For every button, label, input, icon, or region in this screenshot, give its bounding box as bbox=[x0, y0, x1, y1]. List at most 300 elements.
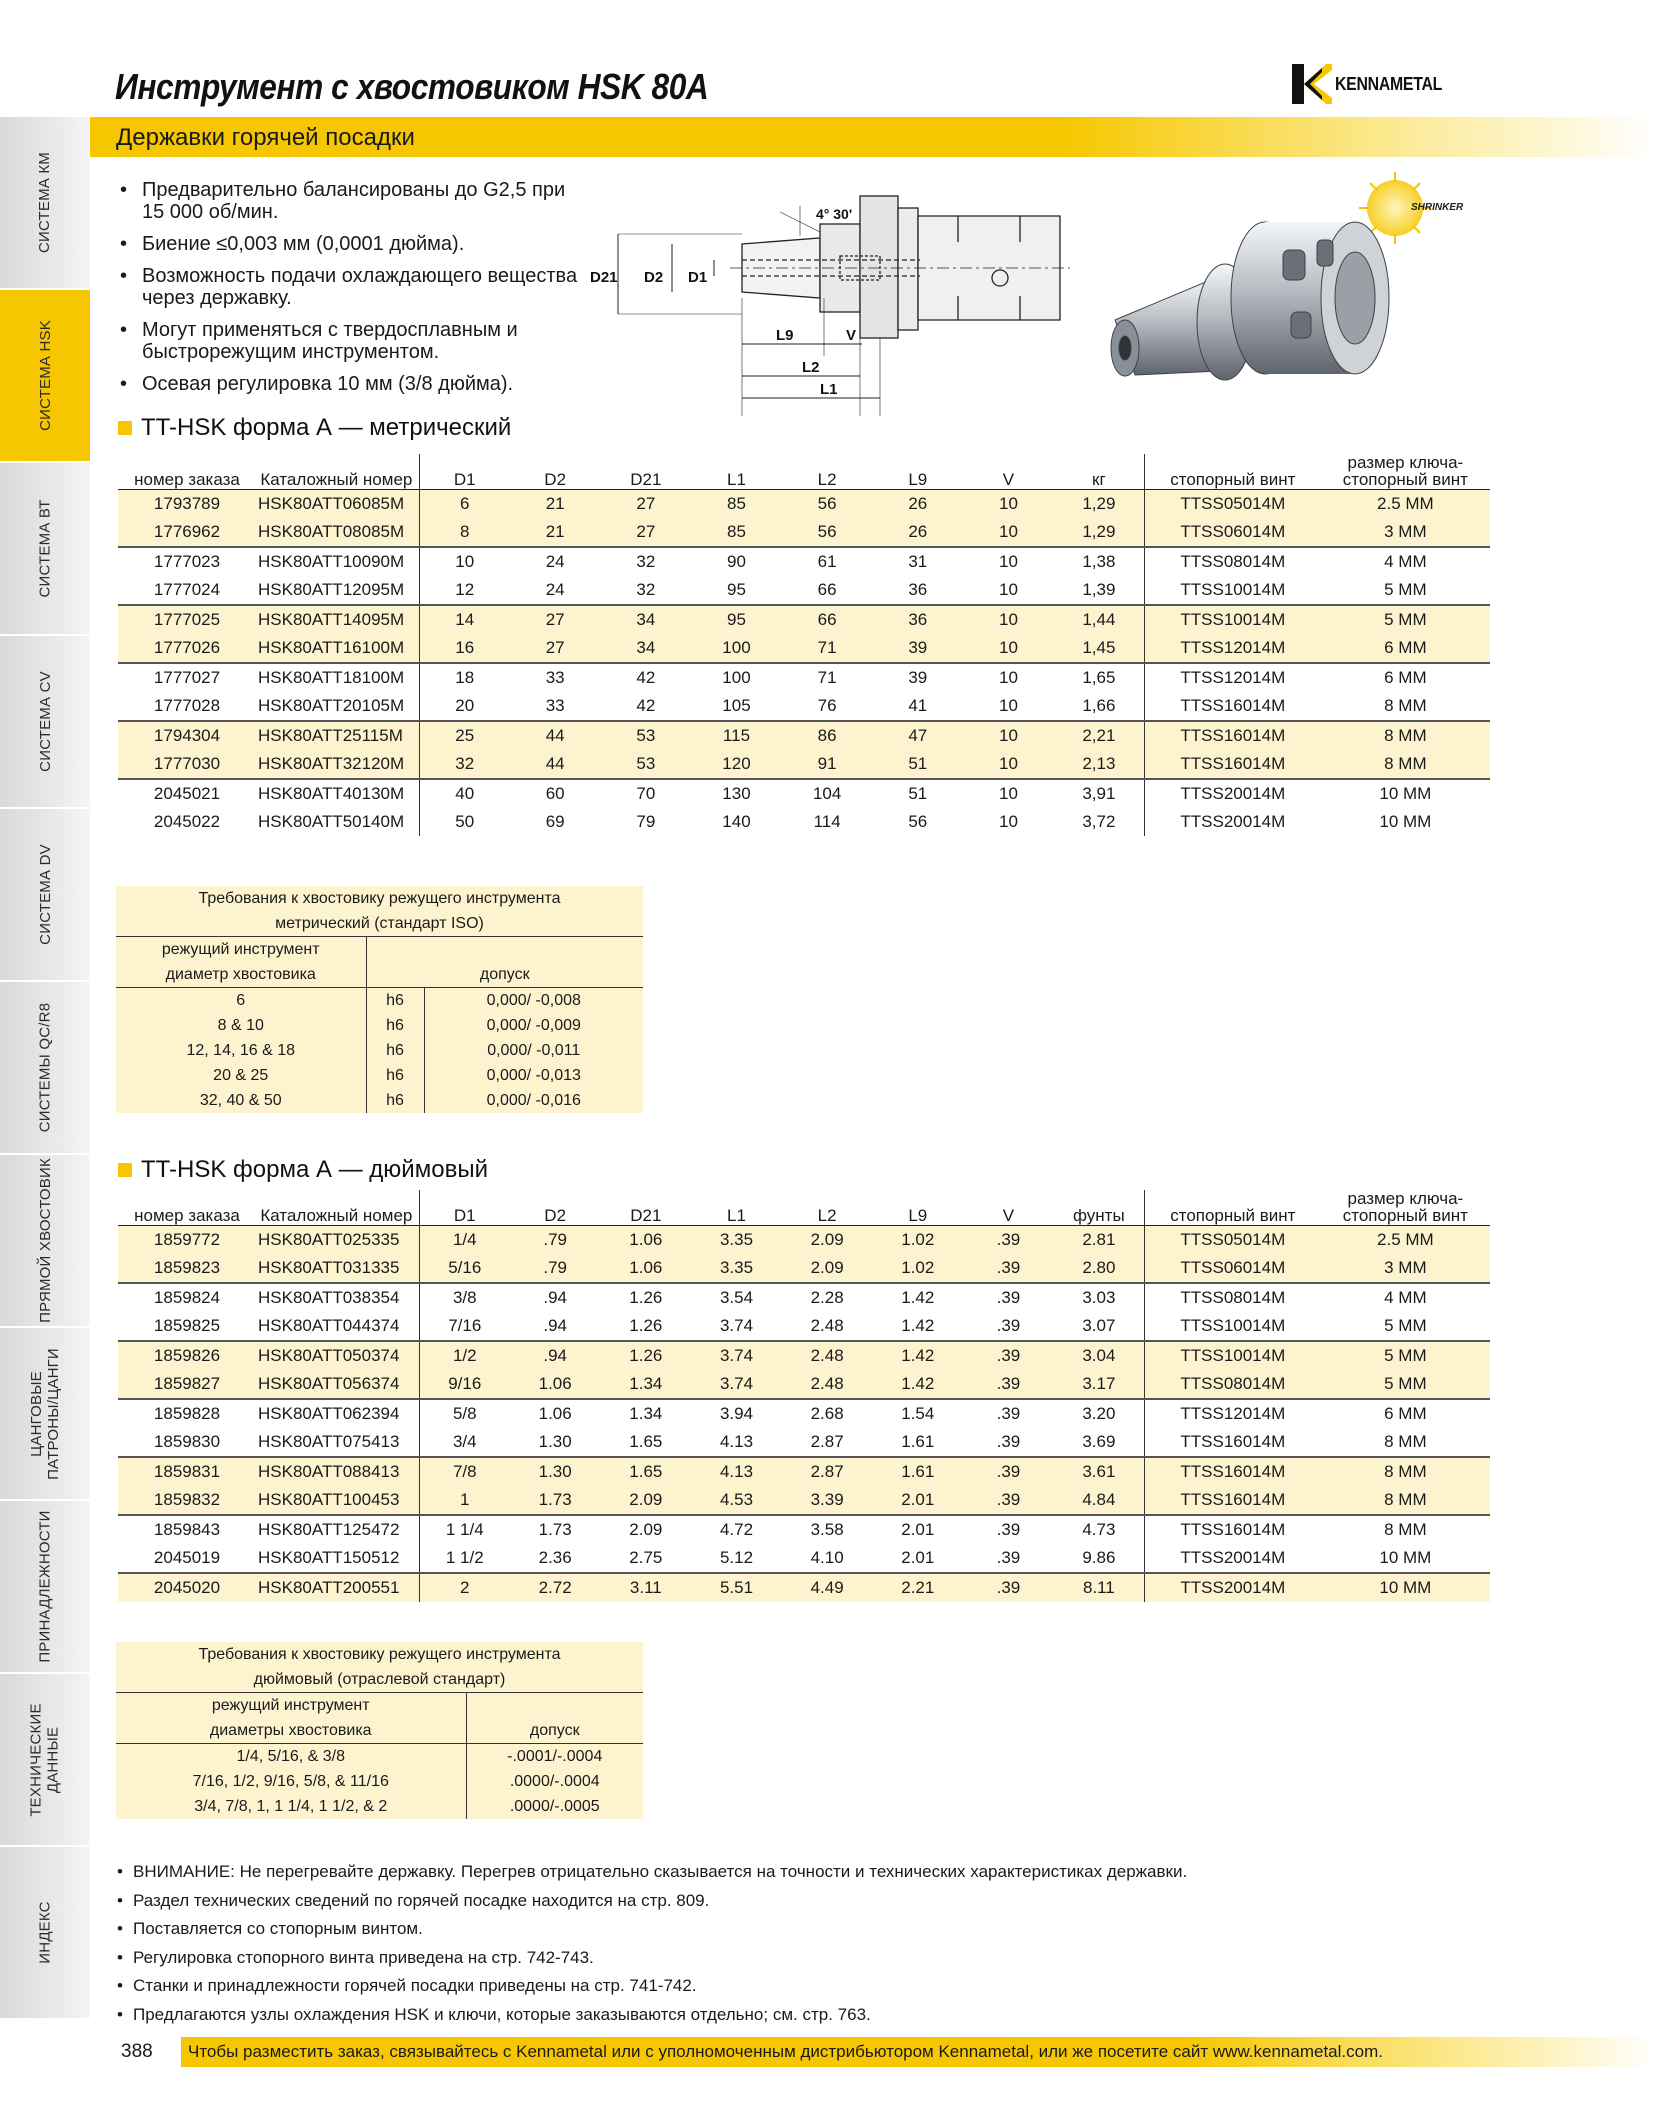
table-cell: HSK80ATT050374 bbox=[256, 1341, 419, 1370]
table-cell: 1.42 bbox=[872, 1283, 963, 1312]
table-cell: 1,38 bbox=[1054, 547, 1145, 576]
table-cell: 1777024 bbox=[153, 580, 221, 599]
req-col2: допуск bbox=[466, 1718, 643, 1744]
sidebar-tab[interactable] bbox=[0, 1501, 90, 1672]
table-cell: 5 MM bbox=[1321, 1341, 1490, 1370]
req-title-1: Требования к хвостовику режущего инструмента bbox=[198, 1646, 561, 1663]
table-cell: 1.42 bbox=[901, 1316, 935, 1335]
table-cell: 1.06 bbox=[601, 1254, 692, 1283]
table-cell: 1,29 bbox=[1054, 518, 1145, 547]
table-cell: 2.09 bbox=[782, 1254, 873, 1283]
table-cell: 1859772 bbox=[118, 1226, 256, 1255]
table-cell: 90 bbox=[691, 547, 782, 576]
table-cell: TTSS12014M bbox=[1144, 1399, 1320, 1428]
table-cell: HSK80ATT062394 bbox=[256, 1399, 419, 1428]
table-cell: 1.26 bbox=[601, 1341, 692, 1370]
feature-item: • Возможность подачи охлаждающего вещества через державку. bbox=[118, 265, 588, 309]
table-cell: HSK80ATT025335 bbox=[256, 1226, 419, 1255]
req-row bbox=[116, 1038, 643, 1063]
table-cell: 1.34 bbox=[601, 1399, 692, 1428]
feature-item: • Могут применяться с твердосплавным и быстрорежущим инструментом. bbox=[118, 319, 588, 363]
table-cell: 1776962 bbox=[118, 518, 256, 547]
table-cell: .94 bbox=[510, 1341, 601, 1370]
table-cell: 44 bbox=[510, 750, 601, 779]
req-col1-b: диаметр хвостовика bbox=[116, 962, 366, 988]
table-cell: 85 bbox=[691, 518, 782, 547]
table-cell: HSK80ATT031335 bbox=[256, 1254, 419, 1283]
metric-section-title bbox=[118, 414, 511, 442]
table-cell: 3,72 bbox=[1082, 812, 1116, 831]
table-row bbox=[118, 1370, 1490, 1399]
table-row bbox=[118, 1486, 1490, 1515]
metric-shank-requirements bbox=[116, 886, 643, 1113]
table-cell: TTSS06014M bbox=[1144, 1254, 1320, 1283]
table-cell: .39 bbox=[996, 1316, 1021, 1335]
table-cell: 79 bbox=[636, 812, 656, 831]
table-cell: 2.09 bbox=[601, 1515, 692, 1544]
table-cell: 3.20 bbox=[1054, 1399, 1145, 1428]
table-cell: 4.53 bbox=[691, 1486, 782, 1515]
table-cell: 1859825 bbox=[153, 1316, 221, 1335]
table-cell: 39 bbox=[872, 663, 963, 692]
req-cell: 0,000/ -0,013 bbox=[424, 1063, 643, 1088]
table-cell: 71 bbox=[782, 634, 873, 663]
table-cell: TTSS08014M bbox=[1144, 1283, 1320, 1312]
table-cell: 1777027 bbox=[118, 663, 256, 692]
sidebar-tab[interactable] bbox=[0, 636, 90, 807]
table-row bbox=[118, 779, 1490, 808]
req-title-2: метрический (стандарт ISO) bbox=[116, 911, 643, 937]
table-cell: 32 bbox=[636, 580, 656, 599]
column-header: Каталожный номер bbox=[256, 454, 419, 490]
req-cell: 3/4, 7/8, 1, 1 1/4, 1 1/2, & 2 bbox=[194, 1798, 388, 1815]
table-cell: TTSS05014M bbox=[1144, 1226, 1320, 1255]
table-cell: 2045021 bbox=[118, 779, 256, 808]
table-cell: 26 bbox=[872, 518, 963, 547]
table-cell: TTSS10014M bbox=[1144, 1341, 1320, 1370]
table-cell: 1.73 bbox=[510, 1515, 601, 1544]
table-cell: 10 bbox=[963, 663, 1054, 692]
table-cell: 1859830 bbox=[153, 1432, 221, 1451]
table-cell: 85 bbox=[691, 490, 782, 519]
sidebar-tab[interactable] bbox=[0, 290, 90, 461]
table-cell: 104 bbox=[782, 779, 873, 808]
table-cell: 70 bbox=[601, 779, 692, 808]
table-cell: 2.75 bbox=[629, 1548, 663, 1567]
table-cell: 36 bbox=[908, 580, 928, 599]
table-cell: HSK80ATT32120M bbox=[256, 750, 419, 779]
label-v: V bbox=[846, 327, 857, 344]
table-cell: .39 bbox=[963, 1226, 1054, 1255]
table-cell: 56 bbox=[782, 490, 873, 519]
table-cell: 60 bbox=[510, 779, 601, 808]
table-cell: 3 MM bbox=[1321, 518, 1490, 547]
table-cell: 2.09 bbox=[782, 1226, 873, 1255]
table-cell: .39 bbox=[963, 1573, 1054, 1602]
table-cell: 105 bbox=[722, 696, 751, 715]
req-cell: 8 & 10 bbox=[217, 1017, 264, 1034]
table-cell: 47 bbox=[872, 721, 963, 750]
table-cell: 3.17 bbox=[1054, 1370, 1145, 1399]
table-cell: HSK80ATT20105M bbox=[258, 696, 405, 715]
column-header: Каталожный номер bbox=[256, 1190, 419, 1226]
table-cell: 1.06 bbox=[510, 1399, 601, 1428]
logo-text: KENNAMETAL bbox=[1335, 73, 1443, 94]
table-cell: TTSS16014M bbox=[1144, 721, 1320, 750]
table-cell: 18 bbox=[419, 663, 510, 692]
table-cell: 4.72 bbox=[691, 1515, 782, 1544]
table-cell: 2.48 bbox=[782, 1370, 873, 1399]
tool-holder-photo bbox=[1095, 170, 1515, 400]
table-row bbox=[118, 1457, 1490, 1486]
table-cell: 26 bbox=[872, 490, 963, 519]
table-cell: 3/8 bbox=[419, 1283, 510, 1312]
table-row bbox=[118, 547, 1490, 576]
req-cell: 0,000/ -0,011 bbox=[424, 1038, 643, 1063]
table-cell: 1859827 bbox=[118, 1370, 256, 1399]
table-cell: 95 bbox=[691, 605, 782, 634]
table-cell: 1859831 bbox=[118, 1457, 256, 1486]
table-cell: 66 bbox=[817, 580, 837, 599]
sidebar-tab[interactable] bbox=[0, 1674, 90, 1845]
req-cell: .0000/-.0004 bbox=[466, 1769, 643, 1794]
sidebar-tab-label: СИСТЕМА DV bbox=[36, 844, 54, 945]
table-cell: HSK80ATT125472 bbox=[256, 1515, 419, 1544]
table-cell: 6 MM bbox=[1321, 634, 1490, 663]
table-cell: 10 MM bbox=[1321, 1573, 1490, 1602]
table-cell: TTSS10014M bbox=[1144, 605, 1320, 634]
table-cell: 86 bbox=[782, 721, 873, 750]
table-cell: TTSS20014M bbox=[1144, 779, 1320, 808]
column-header: V bbox=[963, 1190, 1054, 1226]
label-l9: L9 bbox=[776, 327, 794, 344]
column-header: L9 bbox=[872, 454, 963, 490]
page-title: Инструмент с хвостовиком HSK 80A bbox=[115, 66, 709, 107]
table-cell: 1.34 bbox=[601, 1370, 692, 1399]
table-cell: HSK80ATT25115M bbox=[256, 721, 419, 750]
table-cell: 34 bbox=[601, 605, 692, 634]
note-item: • Поставляется со стопорным винтом. bbox=[116, 1915, 1187, 1944]
table-cell: 2.87 bbox=[810, 1432, 844, 1451]
table-cell: 8 MM bbox=[1384, 1432, 1427, 1451]
table-cell: 3.07 bbox=[1082, 1316, 1116, 1335]
table-row bbox=[118, 1515, 1490, 1544]
column-header: D2 bbox=[510, 1190, 601, 1226]
table-cell: TTSS10014M bbox=[1144, 576, 1320, 605]
table-cell: HSK80ATT40130M bbox=[256, 779, 419, 808]
table-cell: 2.09 bbox=[601, 1486, 692, 1515]
table-cell: 10 bbox=[963, 605, 1054, 634]
table-cell: 5 MM bbox=[1384, 580, 1427, 599]
table-cell: .39 bbox=[963, 1254, 1054, 1283]
table-cell: 1/2 bbox=[419, 1341, 510, 1370]
table-cell: HSK80ATT150512 bbox=[258, 1548, 400, 1567]
table-cell: 1.42 bbox=[872, 1370, 963, 1399]
table-cell: 39 bbox=[872, 634, 963, 663]
table-row bbox=[118, 1341, 1490, 1370]
req-row bbox=[116, 988, 643, 1014]
table-cell: 31 bbox=[872, 547, 963, 576]
shrinker-text: SHRINKER bbox=[1411, 202, 1464, 213]
table-cell: .39 bbox=[963, 1457, 1054, 1486]
table-cell: 1859823 bbox=[118, 1254, 256, 1283]
table-cell: 27 bbox=[510, 605, 601, 634]
table-cell: .39 bbox=[963, 1283, 1054, 1312]
table-cell: 1777030 bbox=[118, 750, 256, 779]
table-cell: 2045022 bbox=[153, 812, 221, 831]
table-cell: TTSS20014M bbox=[1144, 1544, 1320, 1573]
table-cell: 5.12 bbox=[719, 1548, 754, 1567]
table-row bbox=[118, 576, 1490, 605]
table-cell: 2.01 bbox=[872, 1515, 963, 1544]
req-col1-a: режущий инструмент bbox=[161, 941, 320, 958]
table-cell: 3.04 bbox=[1054, 1341, 1145, 1370]
column-header: стопорный винт bbox=[1144, 454, 1320, 490]
table-cell: 1859828 bbox=[118, 1399, 256, 1428]
table-cell: 2.81 bbox=[1054, 1226, 1145, 1255]
req-cell: h6 bbox=[366, 988, 424, 1014]
table-cell: 1777025 bbox=[118, 605, 256, 634]
table-cell: 3.61 bbox=[1054, 1457, 1145, 1486]
inch-table bbox=[118, 1190, 1490, 1602]
table-cell: 100 bbox=[691, 634, 782, 663]
table-cell: TTSS20014M bbox=[1144, 1573, 1320, 1602]
table-cell: TTSS16014M bbox=[1144, 1515, 1320, 1544]
kennametal-logo bbox=[1292, 64, 1457, 104]
table-cell: 20 bbox=[419, 692, 510, 721]
table-cell: 4 MM bbox=[1321, 547, 1490, 576]
label-d2: D2 bbox=[644, 269, 664, 286]
table-cell: 27 bbox=[601, 490, 692, 519]
tool-holder-drawing bbox=[590, 186, 1080, 421]
label-l1: L1 bbox=[820, 381, 838, 398]
req-cell: 12, 14, 16 & 18 bbox=[186, 1042, 296, 1059]
table-cell: 91 bbox=[782, 750, 873, 779]
table-cell: 71 bbox=[782, 663, 873, 692]
sidebar-tab[interactable] bbox=[0, 463, 90, 634]
table-cell: 1.73 bbox=[510, 1486, 601, 1515]
table-cell: .79 bbox=[510, 1254, 601, 1283]
table-cell: 9/16 bbox=[419, 1370, 510, 1399]
table-cell: 2045019 bbox=[153, 1548, 221, 1567]
table-row bbox=[118, 1428, 1490, 1457]
table-cell: 5 MM bbox=[1321, 1370, 1490, 1399]
table-cell: HSK80ATT12095M bbox=[258, 580, 405, 599]
table-cell: 3.74 bbox=[691, 1370, 782, 1399]
label-l2: L2 bbox=[802, 359, 820, 376]
column-header: V bbox=[963, 454, 1054, 490]
table-cell: 9.86 bbox=[1082, 1548, 1116, 1567]
table-cell: 1.02 bbox=[872, 1226, 963, 1255]
table-cell: 1794304 bbox=[118, 721, 256, 750]
table-cell: TTSS08014M bbox=[1144, 1370, 1320, 1399]
req-row bbox=[116, 1769, 643, 1794]
inch-section-title bbox=[118, 1156, 488, 1184]
column-header: размер ключа-стопорный винт bbox=[1321, 1190, 1490, 1226]
inch-title-text: TT-HSK форма А — дюймовый bbox=[141, 1156, 488, 1183]
table-cell: 5/8 bbox=[419, 1399, 510, 1428]
req-cell: 6 bbox=[236, 992, 246, 1009]
shrinker-badge-icon bbox=[1359, 172, 1464, 244]
sidebar-tab[interactable] bbox=[0, 117, 90, 288]
table-cell: 25 bbox=[419, 721, 510, 750]
table-cell: 32 bbox=[601, 547, 692, 576]
table-cell: 5.51 bbox=[691, 1573, 782, 1602]
table-cell: 32 bbox=[419, 750, 510, 779]
req-cell: -.0001/-.0004 bbox=[466, 1744, 643, 1770]
metric-title-text: TT-HSK форма А — метрический bbox=[141, 414, 512, 441]
table-cell: HSK80ATT200551 bbox=[256, 1573, 419, 1602]
table-row bbox=[118, 1399, 1490, 1428]
sidebar-tab[interactable] bbox=[0, 982, 90, 1153]
table-cell: 2 bbox=[419, 1573, 510, 1602]
req-cell: 32, 40 & 50 bbox=[199, 1092, 282, 1109]
table-cell: 10 bbox=[419, 547, 510, 576]
table-cell: 2.68 bbox=[782, 1399, 873, 1428]
table-cell: 4.84 bbox=[1054, 1486, 1145, 1515]
table-cell: 6 MM bbox=[1321, 663, 1490, 692]
table-cell: 5 MM bbox=[1384, 1316, 1427, 1335]
table-cell: 1.42 bbox=[872, 1341, 963, 1370]
table-cell: 120 bbox=[691, 750, 782, 779]
table-cell: 2.87 bbox=[782, 1457, 873, 1486]
column-header: L9 bbox=[872, 1190, 963, 1226]
sidebar-tab-label: ИНДЕКС bbox=[36, 1901, 54, 1964]
table-cell: 1,66 bbox=[1082, 696, 1116, 715]
table-cell: 10 bbox=[963, 547, 1054, 576]
table-cell: 10 MM bbox=[1321, 779, 1490, 808]
table-cell: 41 bbox=[908, 696, 928, 715]
table-cell: 1/4 bbox=[419, 1226, 510, 1255]
table-cell: .79 bbox=[510, 1226, 601, 1255]
table-cell: 1,65 bbox=[1054, 663, 1145, 692]
table-cell: HSK80ATT056374 bbox=[256, 1370, 419, 1399]
table-cell: 6 MM bbox=[1321, 1399, 1490, 1428]
table-cell: 8 bbox=[419, 518, 510, 547]
req-row bbox=[116, 1013, 643, 1038]
table-cell: 27 bbox=[510, 634, 601, 663]
table-cell: TTSS16014M bbox=[1144, 750, 1320, 779]
req-cell: h6 bbox=[366, 1088, 424, 1113]
table-cell: 2.28 bbox=[782, 1283, 873, 1312]
table-cell: 1.65 bbox=[601, 1457, 692, 1486]
sidebar-tab-label: СИСТЕМА ВТ bbox=[36, 499, 54, 598]
table-cell: 21 bbox=[510, 490, 601, 519]
sidebar-tab-label: СИСТЕМЫ QC/R8 bbox=[36, 1002, 54, 1133]
table-cell: TTSS08014M bbox=[1144, 547, 1320, 576]
column-header: размер ключа-стопорный винт bbox=[1321, 454, 1490, 490]
label-d21: D21 bbox=[590, 269, 618, 286]
table-cell: TTSS20014M bbox=[1144, 808, 1320, 836]
column-header: фунты bbox=[1054, 1190, 1145, 1226]
table-cell: 1.02 bbox=[872, 1254, 963, 1283]
table-cell: HSK80ATT50140M bbox=[258, 812, 405, 831]
req-cell: 0,000/ -0,016 bbox=[424, 1088, 643, 1113]
table-cell: HSK80ATT088413 bbox=[256, 1457, 419, 1486]
table-cell: HSK80ATT044374 bbox=[258, 1316, 400, 1335]
table-cell: .39 bbox=[996, 1548, 1021, 1567]
table-cell: 27 bbox=[601, 518, 692, 547]
table-cell: 1.65 bbox=[629, 1432, 663, 1451]
table-cell: TTSS10014M bbox=[1144, 1312, 1320, 1341]
table-cell: 10 bbox=[963, 518, 1054, 547]
table-cell: 2.72 bbox=[510, 1573, 601, 1602]
note-item: • ВНИМАНИЕ: Не перегревайте державку. Перегрев отрицательно сказывается на точности и технических характеристиках державки. bbox=[116, 1858, 1187, 1887]
table-cell: 4 MM bbox=[1321, 1283, 1490, 1312]
note-item: • Раздел технических сведений по горячей посадке находится на стр. 809. bbox=[116, 1887, 1187, 1916]
req-col1-a: режущий инструмент bbox=[211, 1697, 370, 1714]
table-cell: 36 bbox=[872, 605, 963, 634]
table-cell: 1.06 bbox=[601, 1226, 692, 1255]
table-cell: 3/4 bbox=[419, 1428, 510, 1457]
table-cell: 5 MM bbox=[1321, 605, 1490, 634]
page-number: 388 bbox=[121, 2041, 153, 2062]
sidebar-tab[interactable] bbox=[0, 1155, 90, 1326]
table-cell: 6 bbox=[419, 490, 510, 519]
table-cell: TTSS16014M bbox=[1144, 1486, 1320, 1515]
table-cell: 3.94 bbox=[691, 1399, 782, 1428]
req-cell: h6 bbox=[366, 1038, 424, 1063]
table-row bbox=[118, 721, 1490, 750]
feature-item: • Предварительно балансированы до G2,5 при 15 000 об/мин. bbox=[118, 179, 588, 223]
kennametal-k-icon bbox=[1292, 64, 1332, 104]
column-header: стопорный винт bbox=[1144, 1190, 1320, 1226]
req-row bbox=[116, 1088, 643, 1113]
sidebar-tab[interactable] bbox=[0, 1847, 90, 2018]
table-cell: 1,44 bbox=[1054, 605, 1145, 634]
table-cell: 1.26 bbox=[629, 1316, 663, 1335]
req-cell: h6 bbox=[366, 1063, 424, 1088]
table-cell: 1859826 bbox=[118, 1341, 256, 1370]
table-cell: 4.13 bbox=[719, 1432, 754, 1451]
table-cell: 4.73 bbox=[1054, 1515, 1145, 1544]
table-cell: 16 bbox=[419, 634, 510, 663]
table-row bbox=[118, 808, 1490, 836]
table-cell: TTSS16014M bbox=[1144, 1457, 1320, 1486]
table-cell: 10 bbox=[998, 696, 1018, 715]
table-cell: 1777026 bbox=[118, 634, 256, 663]
table-cell: 1,45 bbox=[1054, 634, 1145, 663]
table-cell: 66 bbox=[782, 605, 873, 634]
feature-item: • Биение ≤0,003 мм (0,0001 дюйма). bbox=[118, 233, 588, 255]
table-cell: 115 bbox=[691, 721, 782, 750]
sidebar-tab[interactable] bbox=[0, 809, 90, 980]
table-cell: 1859843 bbox=[118, 1515, 256, 1544]
sidebar-tab-label: СИСТЕМА HSK bbox=[36, 320, 54, 431]
table-cell: 21 bbox=[510, 518, 601, 547]
table-cell: 3.35 bbox=[691, 1254, 782, 1283]
table-cell: 7/16 bbox=[419, 1312, 510, 1341]
table-cell: HSK80ATT100453 bbox=[256, 1486, 419, 1515]
table-cell: 3.58 bbox=[782, 1515, 873, 1544]
sidebar-tab[interactable] bbox=[0, 1328, 90, 1499]
table-cell: 1.30 bbox=[538, 1432, 572, 1451]
table-row bbox=[118, 1312, 1490, 1341]
column-header: D21 bbox=[601, 1190, 692, 1226]
table-cell: 14 bbox=[419, 605, 510, 634]
req-col1-b: диаметры хвостовика bbox=[116, 1718, 466, 1744]
table-cell: 42 bbox=[636, 696, 656, 715]
table-cell: 8 MM bbox=[1321, 721, 1490, 750]
table-row bbox=[118, 634, 1490, 663]
note-item: • Станки и принадлежности горячей посадки приведены на стр. 741-742. bbox=[116, 1972, 1187, 2001]
column-header: D2 bbox=[510, 454, 601, 490]
table-cell: 95 bbox=[727, 580, 746, 599]
table-cell: 34 bbox=[601, 634, 692, 663]
table-cell: 140 bbox=[722, 812, 751, 831]
subtitle: Державки горячей посадки bbox=[116, 124, 415, 151]
sidebar-tab-label: СИСТЕМА CV bbox=[36, 671, 54, 772]
